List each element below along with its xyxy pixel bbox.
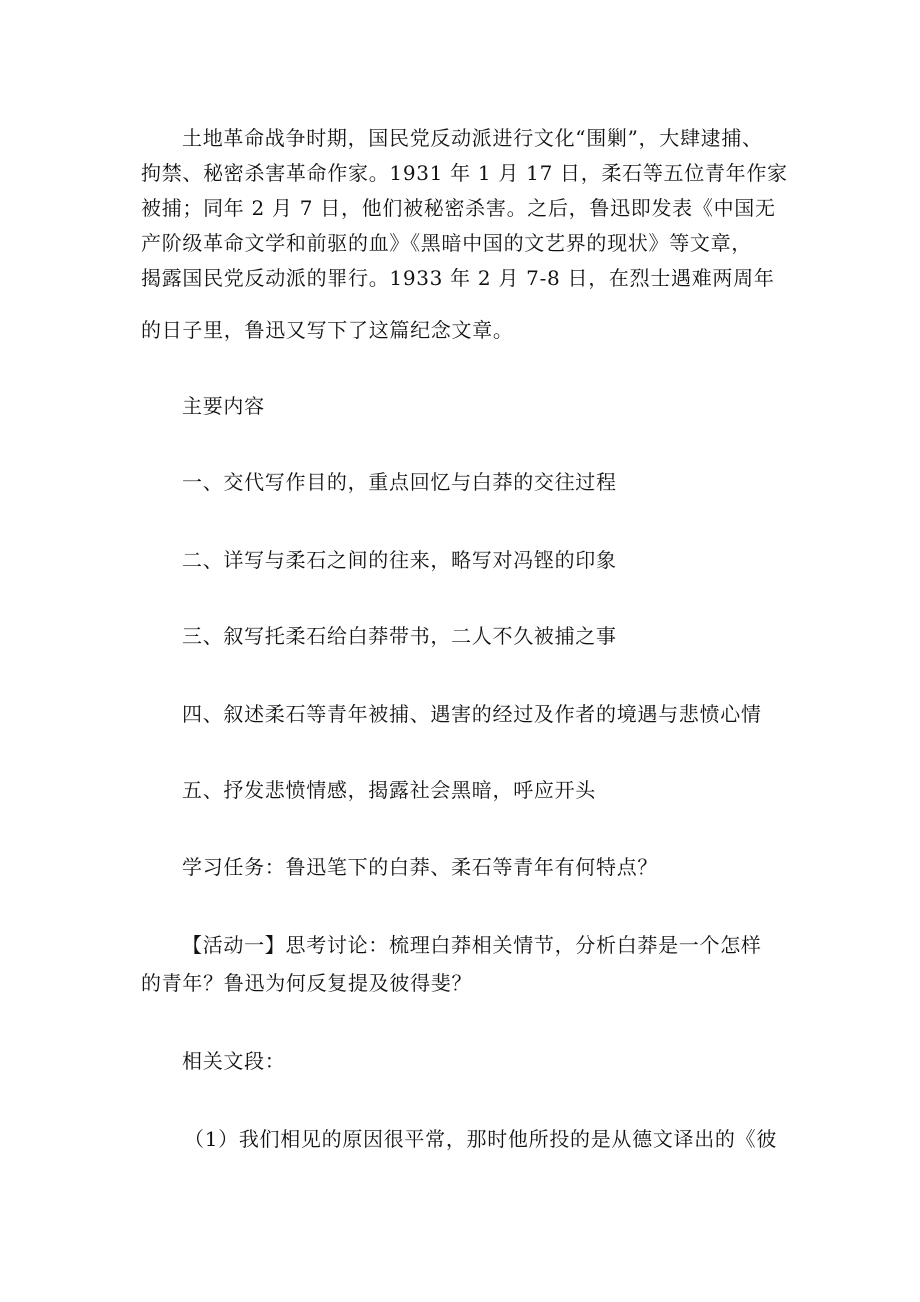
background-paragraph-line-5: 揭露国民党反动派的罪行。1933 年 2 月 7-8 日，在烈士遇难两周年: [141, 266, 775, 290]
learning-task: 学习任务：鲁迅笔下的白莽、柔石等青年有何特点？: [182, 855, 659, 879]
main-content-item-3: 三、叙写托柔石给白莽带书，二人不久被捕之事: [182, 624, 617, 648]
background-paragraph-line-6: 的日子里，鲁迅又写下了这篇纪念文章。: [141, 318, 514, 342]
activity-one-line-1: 【活动一】思考讨论：梳理白莽相关情节，分析白莽是一个怎样: [182, 933, 762, 957]
background-paragraph-line-2: 拘禁、秘密杀害革命作家。1931 年 1 月 17 日，柔石等五位青年作家: [141, 161, 788, 185]
background-paragraph-line-1: 土地革命战争时期，国民党反动派进行文化“围剿”，大肆逮捕、: [182, 126, 763, 150]
activity-one-line-2: 的青年？鲁迅为何反复提及彼得斐？: [141, 971, 473, 995]
main-content-item-2: 二、详写与柔石之间的往来，略写对冯铿的印象: [182, 548, 617, 572]
background-paragraph-line-3: 被捕；同年 2 月 7 日，他们被秘密杀害。之后，鲁迅即发表《中国无: [141, 196, 776, 220]
main-content-heading: 主要内容: [182, 394, 265, 418]
background-paragraph-line-4: 产阶级革命文学和前驱的血》《黑暗中国的文艺界的现状》等文章，: [141, 231, 752, 255]
main-content-item-4: 四、叙述柔石等青年被捕、遇害的经过及作者的境遇与悲愤心情: [182, 702, 762, 726]
main-content-item-1: 一、交代写作目的，重点回忆与白莽的交往过程: [182, 470, 617, 494]
related-passages-label: 相关文段：: [182, 1049, 286, 1073]
main-content-item-5: 五、抒发悲愤情感，揭露社会黑暗，呼应开头: [182, 778, 596, 802]
passage-one-line-1: （1）我们相见的原因很平常，那时他所投的是从德文译出的《彼: [184, 1127, 778, 1151]
